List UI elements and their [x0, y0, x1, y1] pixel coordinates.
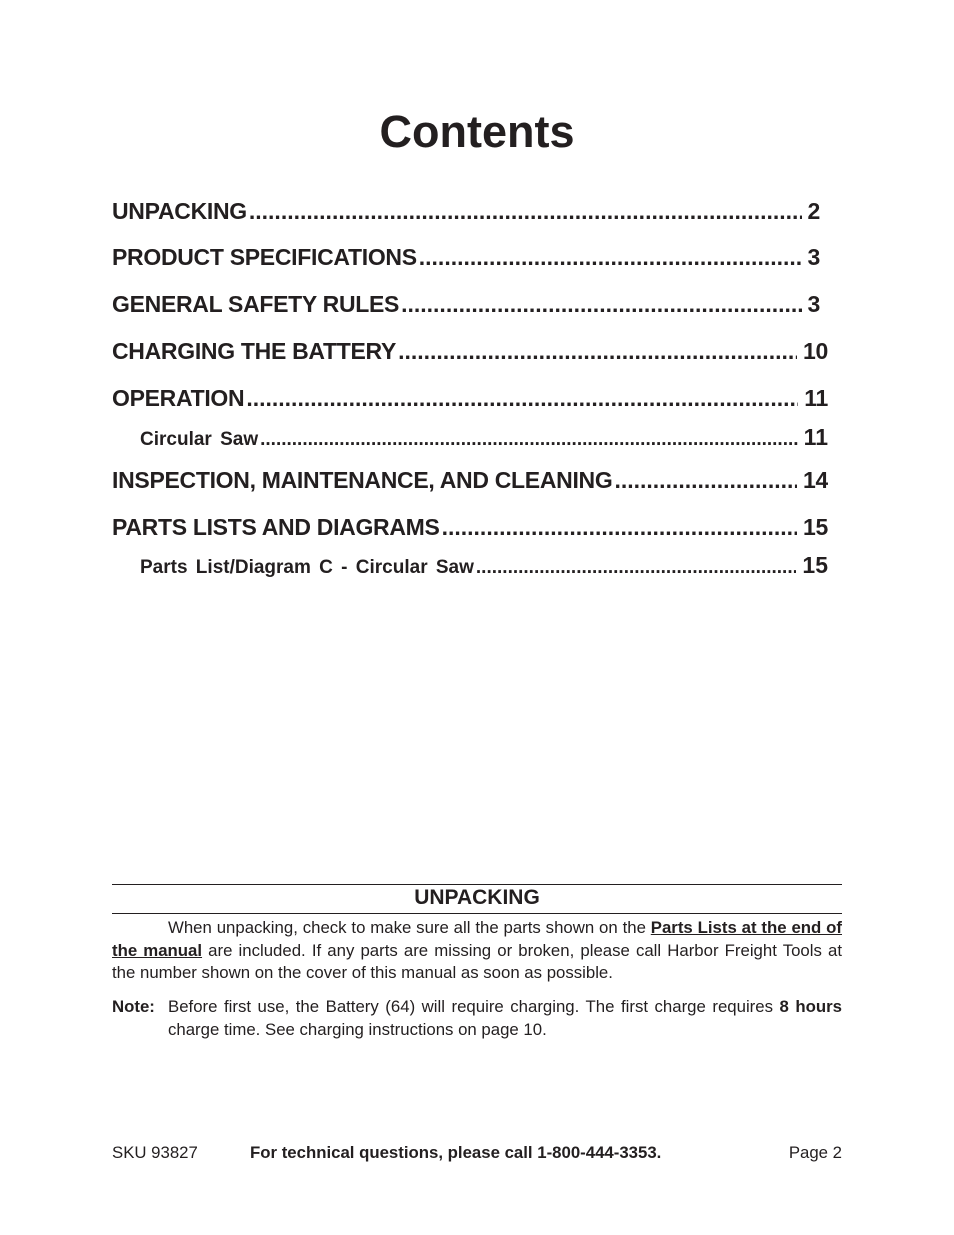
toc-entry-label: PRODUCT SPECIFICATIONS [112, 244, 417, 270]
toc-entry-page: 10 [803, 338, 828, 364]
toc-entry-label: PARTS LISTS AND DIAGRAMS [112, 514, 440, 540]
toc-leader-dots [476, 557, 797, 579]
toc-entry-label: CHARGING THE BATTERY [112, 338, 397, 364]
unpacking-text-continued: are included. If any parts are missing or broken, please call Harbor Freight Tools at the number shown on the cover of this manual as soon as possible. [112, 940, 842, 982]
footer-sku: SKU 93827 [112, 1143, 198, 1162]
footer-page-number: Page 2 [788, 1143, 842, 1162]
toc-entry-label: GENERAL SAFETY RULES [112, 291, 400, 317]
toc-entry-inspection-maintenance-cleaning[interactable] [112, 467, 828, 494]
toc-entry-page: 2 [807, 198, 820, 224]
toc-leader-dots [401, 291, 801, 318]
toc-leader-dots [614, 467, 797, 494]
parts-lists-reference: Parts Lists at the end of the manual [112, 918, 842, 960]
toc-leader-dots [260, 429, 798, 451]
toc-leader-dots [398, 338, 797, 365]
toc-entry-parts-lists-and-diagrams[interactable] [112, 514, 828, 541]
toc-entry-page: 14 [803, 467, 828, 493]
toc-subentry-circular-saw[interactable] [140, 424, 828, 451]
toc-entry-page: 11 [804, 385, 828, 411]
section-heading-unpacking: UNPACKING [414, 886, 540, 909]
toc-leader-dots [442, 514, 797, 541]
toc-entry-operation[interactable] [112, 385, 828, 412]
note-paragraph [168, 996, 842, 1041]
toc-entry-label: UNPACKING [112, 198, 247, 224]
toc-entry-unpacking[interactable] [112, 198, 820, 225]
toc-leader-dots [419, 244, 802, 271]
toc-entry-label: OPERATION [112, 385, 245, 411]
note-text-continued: charge time. See charging instructions on page 10. [168, 1019, 547, 1039]
toc-leader-dots [246, 385, 798, 412]
unpacking-text: When unpacking, check to make sure all the parts shown on the [168, 918, 651, 937]
toc-entry-product-specifications[interactable] [112, 244, 820, 271]
unpacking-paragraph [112, 917, 842, 985]
note-text: Before first use, the Battery (64) will require charging. The first charge requires [168, 997, 780, 1016]
charge-time-emphasis: 8 hours [779, 997, 842, 1016]
note-label: Note: [112, 997, 155, 1016]
toc-entry-page: 15 [802, 552, 828, 578]
toc-leader-dots [249, 198, 802, 225]
toc-entry-page: 11 [803, 424, 828, 450]
toc-subentry-parts-list-diagram-c[interactable] [140, 552, 828, 579]
page-title: Contents [379, 106, 575, 157]
toc-entry-page: 3 [807, 244, 820, 270]
toc-entry-label: INSPECTION, MAINTENANCE, AND CLEANING [112, 467, 613, 493]
toc-entry-page: 15 [803, 514, 828, 540]
toc-entry-label: Circular Saw [140, 429, 259, 450]
footer-technical-questions: For technical questions, please call 1-800-444-3353. [250, 1143, 662, 1162]
toc-entry-page: 3 [807, 291, 820, 317]
toc-entry-label: Parts List/Diagram C - Circular Saw [140, 557, 474, 578]
section-bottom-rule [112, 913, 842, 914]
toc-entry-charging-the-battery[interactable] [112, 338, 828, 365]
toc-entry-general-safety-rules[interactable] [112, 291, 820, 318]
